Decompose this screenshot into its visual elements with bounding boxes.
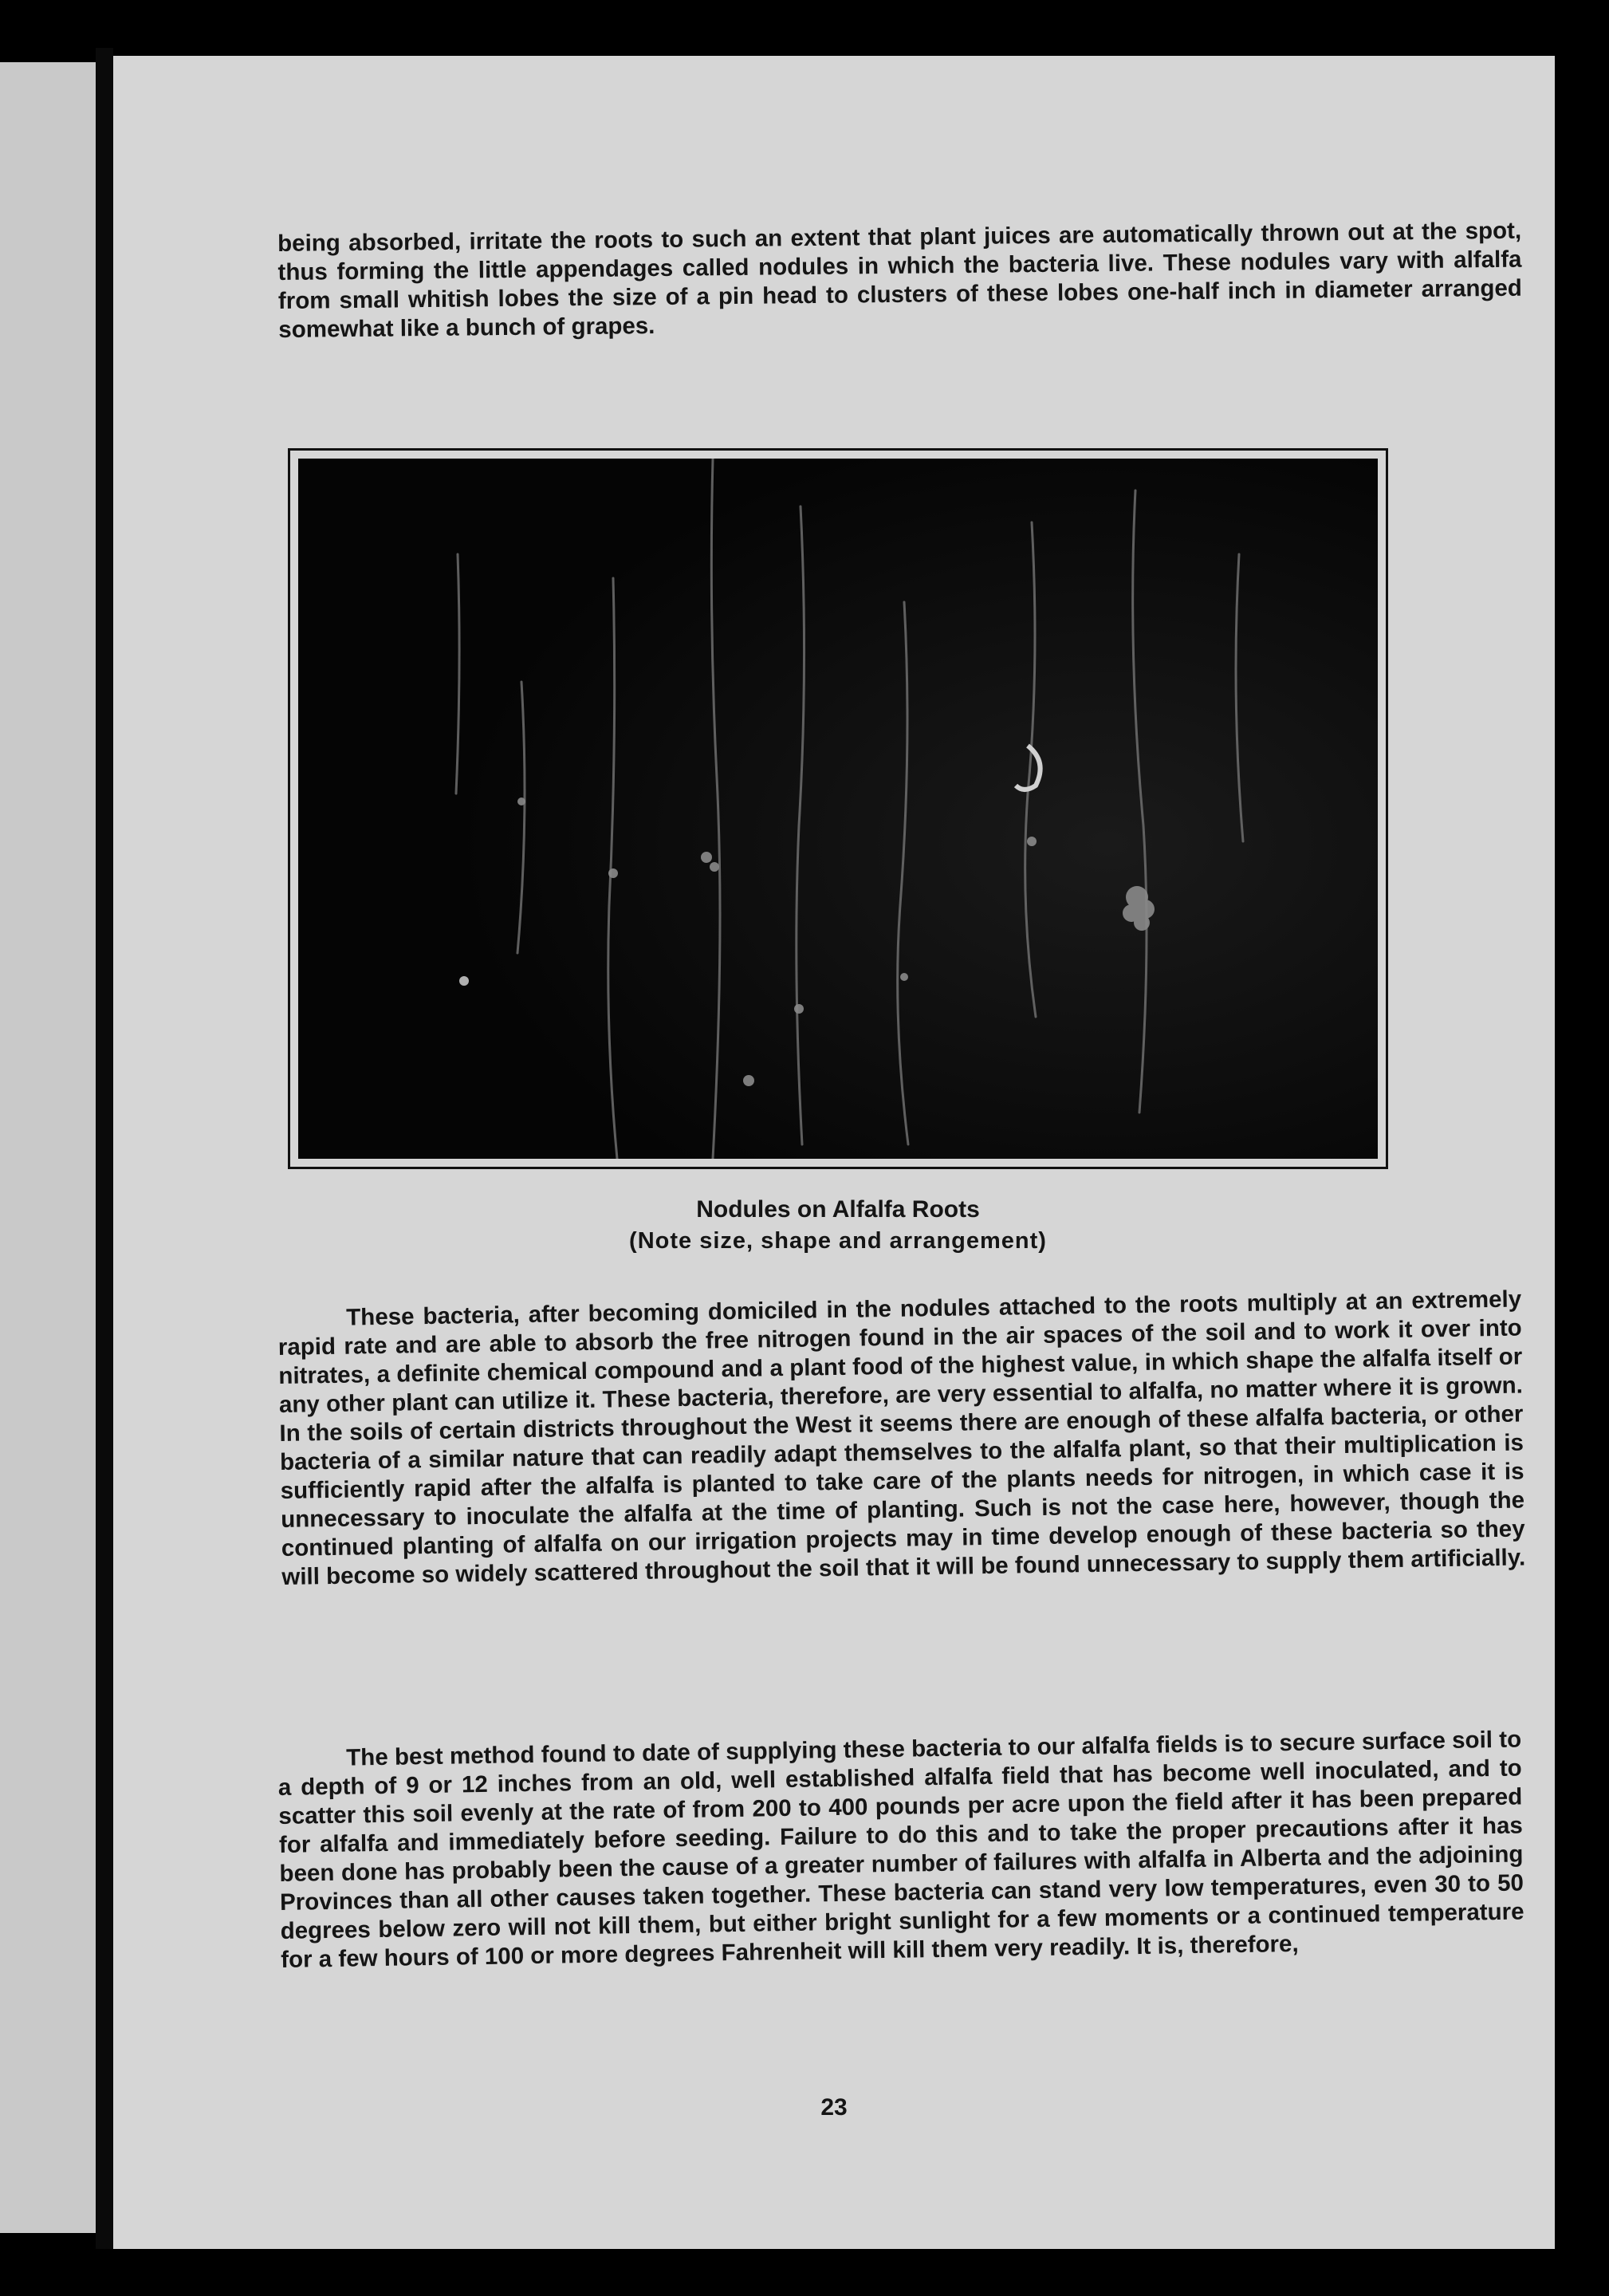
left-page-edge (0, 62, 96, 2233)
figure-photo-frame (288, 448, 1388, 1169)
figure-caption-title: Nodules on Alfalfa Roots (696, 1196, 980, 1223)
page-number: 23 (820, 2094, 848, 2121)
alfalfa-roots-photo (298, 459, 1378, 1159)
figure-caption-note: (Note size, shape and arrangement) (629, 1228, 1047, 1254)
paragraph-indent (277, 1325, 346, 1326)
paragraph-top: being absorbed, irritate the roots to such an extent that plant juices are automatically thrown out at the spot, thus forming the little appendages called nodules in which the bacteria live. These nodules vary with alfalfa from small whitish lobes the size of a pin head to clusters of these lobes one-half inch in diameter arranged somewhat like a bunch of grapes. (277, 217, 1523, 343)
roots-illustration (298, 459, 1378, 1159)
paragraph-body-1 (277, 1285, 1525, 1591)
book-spine (96, 48, 113, 2249)
paragraph-body-1-text: These bacteria, after becoming domiciled in the nodules attached to the roots multiply at an extremely rapid rate and are able to absorb the free nitrogen found in the air spaces of the soil and to work it over into nitrates, a definite chemical compound and a plant food of the highest value, in which shape the alfalfa itself or any other plant can utilize it. These bacteria, therefore, are very essential to alfalfa, no matter where it is grown. In the soils of certain districts throughout the West it seems there are enough of these alfalfa bacteria, or other bacteria of a similar nature that can readily adapt themselves to the alfalfa plant, so that their multiplication is sufficiently rapid after the alfalfa is planted to take care of the plants needs for nitrogen, in which case it is unnecessary to inoculate the alfalfa at the time of planting. Such is not the case here, however, though the continued planting of alfalfa on our irrigation projects may in time develop enough of these bacteria so they will become so widely scattered throughout the soil that it will be found unnecessary to supply them artificially. (277, 1286, 1526, 1590)
paragraph-body-2-text: The best method found to date of supplying these bacteria to our alfalfa fields is to secure surface soil to a depth of 9 or 12 inches from an old, well established alfalfa field that has become well inoculated, and to scatter this soil evenly at the rate of from 200 to 400 pounds per acre upon the field after it has been prepared for alfalfa and immediately before seeding. Failure to do this and to take the proper precautions after it has been done has probably been the cause of a greater number of failures with alfalfa in Alberta and the adjoining Provinces than all other causes taken together. These bacteria can stand very low temperatures, even 30 to 50 degrees below zero will not kill them, but either bright sunlight for a few moments or a continued temperature for a few hours of 100 or more degrees Fahrenheit will kill them very readily. It is, therefore, (277, 1726, 1524, 1973)
book-page (113, 56, 1555, 2249)
paragraph-body-2 (277, 1725, 1524, 1974)
